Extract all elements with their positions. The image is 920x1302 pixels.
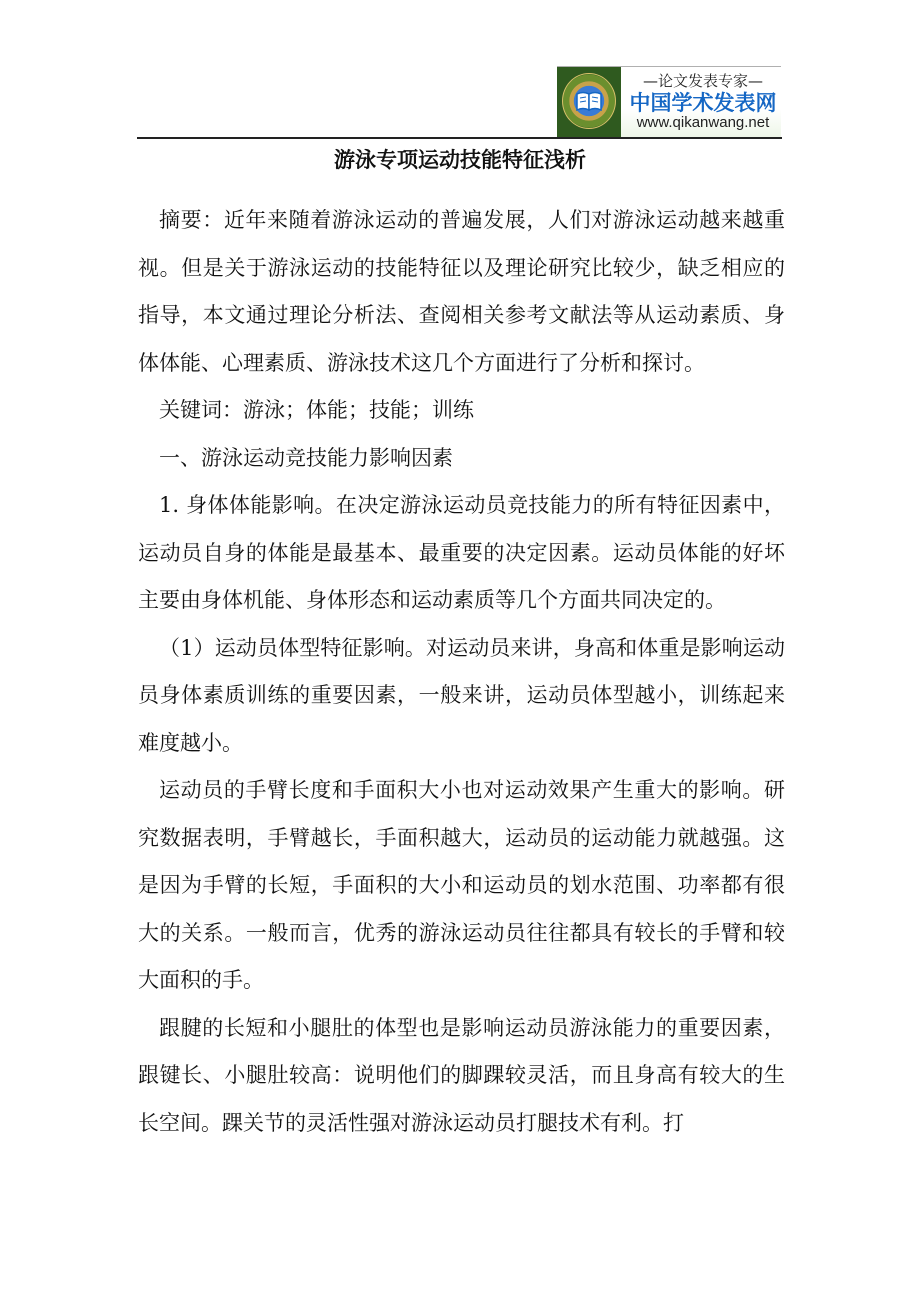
abstract-paragraph: 摘要：近年来随着游泳运动的普遍发展，人们对游泳运动越来越重视。但是关于游泳运动的技能特征以及理论研究比较少，缺乏相应的指导，本文通过理论分析法、查阅相关参考文献法等从运动素质、身体体能、心理素质、游泳技术这几个方面进行了分析和探讨。 [138, 208, 785, 375]
logo-text [621, 67, 781, 137]
header-divider [137, 137, 782, 139]
open-book-icon [576, 91, 602, 111]
keywords-paragraph: 关键词：游泳；体能；技能；训练 [159, 398, 474, 422]
section-heading-1: 一、游泳运动竞技能力影响因素 [159, 445, 453, 470]
logo-url: www.qikanwang.net [636, 114, 770, 131]
body-paragraph: 跟腱的长短和小腿肚的体型也是影响运动员游泳能力的重要因素，跟键长、小腿肚较高：说明他们的脚踝较灵活，而且身高有较大的生长空间。踝关节的灵活性强对游泳运动员打腿技术有利。打 [138, 1015, 785, 1135]
document-body [138, 197, 785, 1147]
document-title: 游泳专项运动技能特征浅析 [334, 147, 586, 172]
body-paragraph: 1. 身体体能影响。在决定游泳运动员竞技能力的所有特征因素中，运动员自身的体能是最基本、最重要的决定因素。运动员体能的好坏主要由身体机能、身体形态和运动素质等几个方面共同决定的。 [138, 493, 785, 612]
body-paragraph: （1）运动员体型特征影响。对运动员来讲，身高和体重是影响运动员身体素质训练的重要因素，一般来讲，运动员体型越小，训练起来难度越小。 [138, 635, 785, 755]
logo-site-name: 中国学术发表网 [629, 91, 777, 115]
site-logo[interactable] [557, 66, 781, 137]
body-paragraph: 运动员的手臂长度和手面积大小也对运动效果产生重大的影响。研究数据表明，手臂越长，手面积越大，运动员的运动能力就越强。这是因为手臂的长短，手面积的大小和运动员的划水范围、功率都有很大的关系。一般而言，优秀的游泳运动员往往都具有较长的手臂和较大面积的手。 [138, 778, 785, 992]
logo-slogan: —论文发表专家— [642, 72, 763, 90]
logo-emblem [557, 67, 621, 137]
